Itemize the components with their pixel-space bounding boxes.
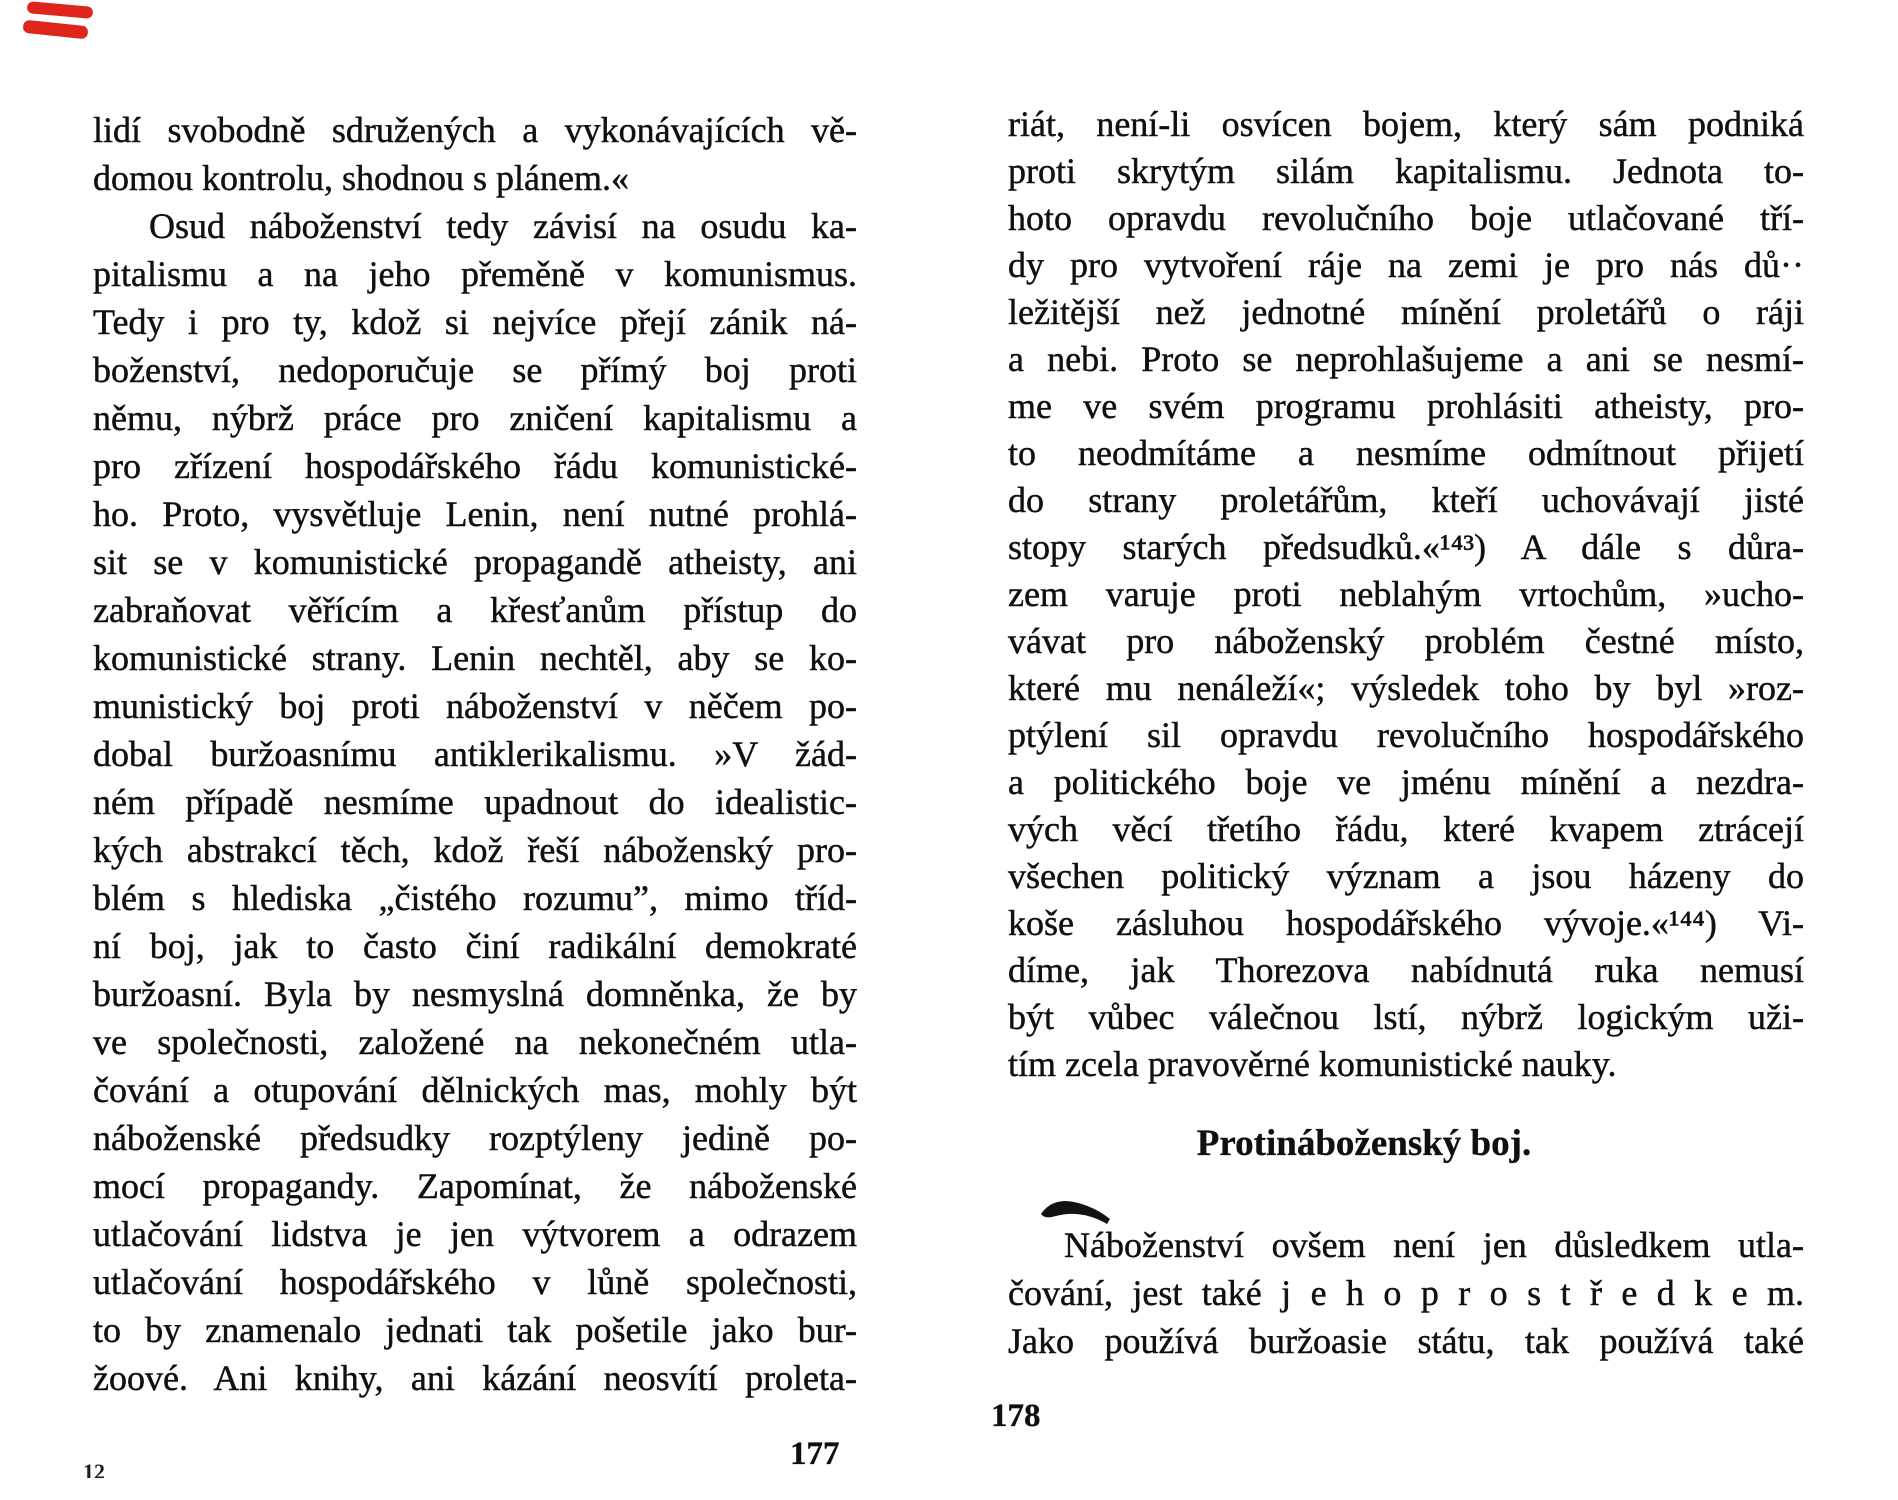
text-line: čování a otupování dělnických mas, mohly být (93, 1070, 857, 1110)
text-line: utlačování hospodářského v lůně společnosti, (93, 1262, 857, 1302)
text-line: Jako používá buržoasie státu, tak používá také (1008, 1321, 1804, 1361)
text-line: komunistické strany. Lenin nechtěl, aby se ko- (93, 638, 857, 678)
text-line: stopy starých předsudků.«¹⁴³) A dále s důra- (1008, 527, 1804, 567)
right-page-paragraph-2 (1008, 1221, 1804, 1365)
text-line: proti skrytým silám kapitalismu. Jednota to- (1008, 151, 1804, 191)
text-line: dobal buržoasnímu antiklerikalismu. »V žád- (93, 734, 857, 774)
right-page-text-column (1008, 101, 1804, 1088)
text-line: sit se v komunistické propagandě atheisty, ani (93, 542, 857, 582)
text-line: ném případě nesmíme upadnout do idealistic- (93, 782, 857, 822)
text-line: ve společnosti, založené na nekonečném utla- (93, 1022, 857, 1062)
text-line: zabraňovat věřícím a křesťanům přístup do (93, 590, 857, 630)
text-line: Náboženství ovšem není jen důsledkem utla- (1064, 1225, 1804, 1265)
red-pen-mark-bottom (22, 20, 88, 40)
text-line: me ve svém programu prohlásiti atheisty, pro- (1008, 386, 1804, 426)
left-page-text-column (93, 106, 857, 1402)
text-line: ní boj, jak to často činí radikální demokraté (93, 926, 857, 966)
text-line: všechen politický význam a jsou házeny do (1008, 856, 1804, 896)
text-line: pro zřízení hospodářského řádu komunistické- (93, 446, 857, 486)
text-line: koše zásluhou hospodářského vývoje.«¹⁴⁴) Vi- (1008, 903, 1804, 943)
text-line: lidí svobodně sdružených a vykonávajících vě- (93, 110, 857, 150)
signature-mark: 12 (83, 1459, 105, 1478)
text-line: munistický boj proti náboženství v něčem po- (93, 686, 857, 726)
text-line: buržoasní. Byla by nesmyslná domněnka, že by (93, 974, 857, 1014)
text-line: které mu nenáleží«; výsledek toho by byl »roz- (1008, 668, 1804, 708)
text-line: boženství, nedoporučuje se přímý boj proti (93, 350, 857, 390)
text-line: němu, nýbrž práce pro zničení kapitalismu a (93, 398, 857, 438)
text-line: to by znamenalo jednati tak pošetile jako bur- (93, 1310, 857, 1350)
right-page-number: 178 (991, 1398, 1041, 1434)
left-page-number: 177 (790, 1436, 840, 1472)
text-line: Tedy i pro ty, kdož si nejvíce přejí zánik ná- (93, 302, 857, 342)
text-line: žoové. Ani knihy, ani kázání neosvítí proleta- (93, 1358, 857, 1398)
text-line: riát, není-li osvícen bojem, který sám podniká (1008, 104, 1804, 144)
text-line: ležitější než jednotné mínění proletářů o ráji (1008, 292, 1804, 332)
text-line: vávat pro náboženský problém čestné místo, (1008, 621, 1804, 661)
text-line: blém s hlediska „čistého rozumu”, mimo tříd- (93, 878, 857, 918)
text-line: ptýlení sil opravdu revolučního hospodářského (1008, 715, 1804, 755)
text-line: dy pro vytvoření ráje na zemi je pro nás dů·· (1008, 245, 1804, 285)
text-line: hoto opravdu revolučního boje utlačované tří- (1008, 198, 1804, 238)
text-line: zem varuje proti neblahým vrtochům, »ucho- (1008, 574, 1804, 614)
text-line: ho. Proto, vysvětluje Lenin, není nutné prohlá- (93, 494, 857, 534)
text-line: domou kontrolu, shodnou s plánem.« (93, 158, 629, 198)
text-line: mocí propagandy. Zapomínat, že náboženské (93, 1166, 857, 1206)
text-line: Osud náboženství tedy závisí na osudu ka- (149, 206, 857, 246)
text-line: čování, jest také j e h o p r o s t ř e d k e m. (1008, 1273, 1804, 1313)
text-line: a nebi. Proto se neprohlašujeme a ani se nesmí- (1008, 339, 1804, 379)
text-line: do strany proletářům, kteří uchovávají jisté (1008, 480, 1804, 520)
text-line: tím zcela pravověrné komunistické nauky. (1008, 1044, 1617, 1084)
red-pen-mark-top (27, 1, 94, 19)
text-line: kých abstrakcí těch, kdož řeší náboženský pro- (93, 830, 857, 870)
text-line: a politického boje ve jménu mínění a nezdra- (1008, 762, 1804, 802)
text-line: pitalismu a na jeho přeměně v komunismus. (93, 254, 857, 294)
text-line: náboženské předsudky rozptýleny jedině po- (93, 1118, 857, 1158)
text-line: díme, jak Thorezova nabídnutá ruka nemusí (1008, 950, 1804, 990)
text-line: to neodmítáme a nesmíme odmítnout přijetí (1008, 433, 1804, 473)
text-line: utlačování lidstva je jen výtvorem a odrazem (93, 1214, 857, 1254)
text-line: vých věcí třetího řádu, které kvapem ztrácejí (1008, 809, 1804, 849)
section-heading: Protináboženský boj. (1196, 1123, 1532, 1164)
text-line: být vůbec válečnou lstí, nýbrž logickým uži- (1008, 997, 1804, 1037)
